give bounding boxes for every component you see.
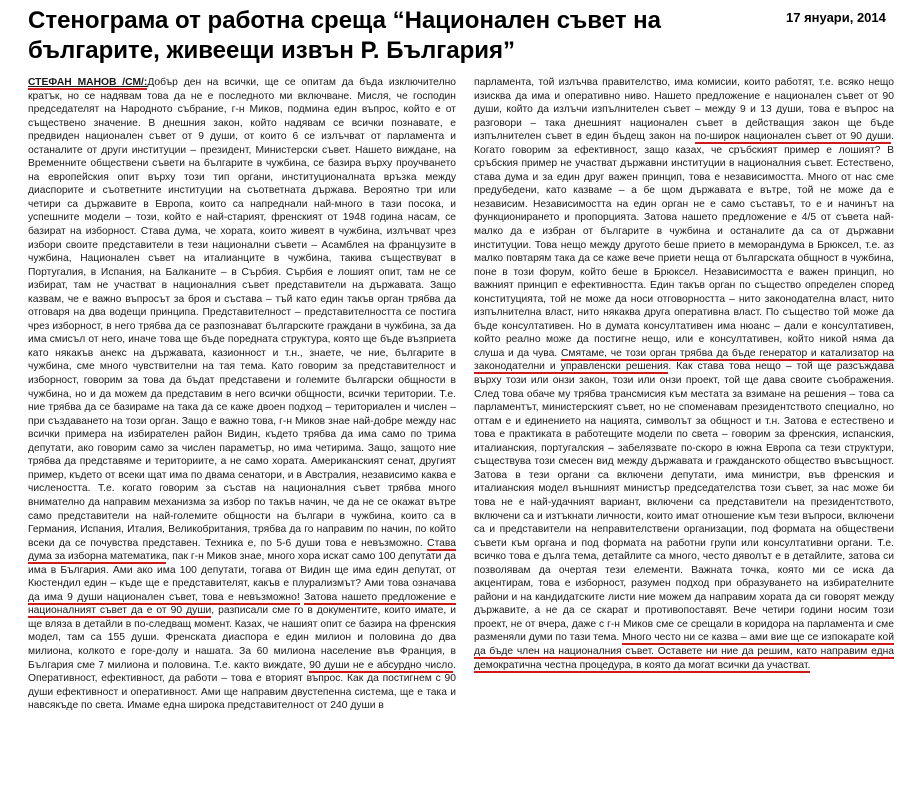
right-paragraph (474, 76, 894, 672)
text-segment: парламента, той излъчва правителство, има комисии, които работят, т.е. всяко нещо изисква да има и оперативно ниво. Нашето предложение е национален съвет от 90 души, който да излъчи изпълнителен съвет – между 9 и 13 души, това е въпрос на разговори – така днешният национален съвет в действащия закон ще бъде изпълнителен съвет в един бъдещ закон на (474, 77, 894, 143)
highlight-segment: Много често ни се казва – ами вие ще се изпокарате кой да бъде член на националния съвет. Оставете ни ние да решим, като направим една демократична честна процедура, в която да могат всички да участват. (474, 632, 894, 671)
highlight-segment: да има 9 души национален съвет, това е невъзможно! (28, 591, 300, 603)
text-segment: . Когато говорим за ефективност, защо казах, че сръбският пример е лошият? В сръбския пример не участват държавни институции в националния съвет. Естествено, става дума и за един друг важен принцип, това е независимостта. Много от нас сме предубедени, като казваме – а бе щом държавата е вътре, той не може да е независим. Независимостта на един орган не е само съставът, то е и начинът на функционирането и пропорцията. Затова нашето предложение е 4/5 от съвета най-малко да е избран от българите в чужбина и останалите да са от държавни институции. Това нещо между другото беше прието в меморандума в Брюксел, т.е. аз малко повтарям така да се каже вече приети неща от българската общност в чужбина, поне в този форум, който беше в Брюксел. Независимостта е важен принцип, но важният принцип е ефективността. Един такъв орган по същество определен според конституцията, той не може да носи отговорността – нито законодателна власт, нито изпълнителна власт, нито някаква друга оперативна власт. По същество той може да бъде консултативен. Но в думата консултативен има нюанс – дали е консултативен, който реално може да постигне нещо, или е консултативен, който никой няма да слуша и да чува. (474, 131, 894, 359)
text-segment: , пак г-н Миков знае, много хора искат само 100 депутати да има в България. Ами ако има 100 депутати, тогава от Видин ще има един депутат, от Кюстендил един – къде ще е представителят, какъв е плурализмът? Ами това означава (28, 551, 456, 590)
right-column (474, 76, 894, 672)
publication-date: 17 януари, 2014 (786, 10, 886, 25)
left-column (28, 76, 456, 713)
text-segment: . Как става това нещо – той ще разсъждава върху този или онзи закон, този или онзи проект, той ще дава своите съображения. След това обаче му трябва трансмисия към местата за взимане на решения – това са парламентът, министерският съвет, но не споменавам президентството специално, но оттам е и единението на нацията, символът за общност и т.н. Затова е естествено и това е практиката в работещите модели по света – говорим за френския, испанския, италианския, португалския – забелязвате по-скоро в южна Европа са тези структури, съществува този смесен вид между държавата и гражданското общество въвсъщност. Затова в тези органи са включени депутати, има министри, във френския и италианския модел външният министър председателства този съвет, за нас може би това не е най-удачният вариант, включени са представители на президентството, включени са и изтъкнати личности, които имат отношение към тези въпроси, включени са и представители на неправителствени организации, под формата на обществени съвети към органа и под формата на работни групи или консултативни органи. Т.е. всичко това е дълга тема, детайлите са много, често дяволът е в детайлите, затова си позволявам да очертая тези елементи. Важната точка, която ми се иска да акцентирам, това е изборност, разумен подход при образуването на избирателните райони и на кандидатските листи ние можем да направим хората да си говорят между държавите, а не да се скарат и противопоставят. Вече четири години носим този проект, не от вчера, даже с г-н Миков сме се срещали в коридора на парламента и сме разменяли думи по тази тема. (474, 361, 894, 644)
highlight-segment: 90 души не е абсурдно число (309, 659, 454, 671)
highlight-segment: Става дума за изборна математика (28, 537, 456, 563)
highlight-segment: Затова нашето предложение е националният съвет да е от 90 души (28, 591, 456, 617)
text-segment: , разписали сме го в документите, които имате, и ще вляза в детайли в по-следващ момент. Казах, че нашият опит се базира на френския модел, там са 155 души. Френската диаспора е един милион и половина до два милиона, колкото е горе-долу и нашата. За 60 милиона население във Франция, в България сме 7 милиона и половина. Т.е. както виждате, (28, 605, 456, 671)
left-paragraph (28, 76, 456, 713)
highlight-segment: Смятаме, че този орган трябва да бъде генератор и катализатор на законодателни и управленски решения (474, 347, 894, 373)
text-segment: . Оперативност, ефективност, да работи – това е вторият въпрос. Как да постигнем с 90 души ефективност и оперативност. Ами ще направим двустепенна система, ще е така и навсякъде по света. Имаме една широка представителност от 240 души в (28, 659, 456, 712)
speaker-name: СТЕФАН МАНОВ /СМ/: (28, 77, 148, 88)
page-title: Стенограма от работна среща “Национален съвет на българите, живеещи извън Р. България” (28, 7, 661, 64)
highlight-segment: по-широк национален съвет от 90 души (694, 131, 892, 143)
text-segment: Добър ден на всички, ще се опитам да бъда изключително кратък, но се надявам това да не е последното ми включване. Мисля, че господин председателят на Народното събрание, г-н Миков, подмина един въпрос, който е от съществено значение. В днешния закон, който надявам се всички познавате, е предвиден национален съвет от 9 души, от които 6 се излъчват от парламента и останалите от други институции – президент, Министерски съвет. Нашето виждане, на Временните обществени съвети на българите в чужбина, се базира върху проучването на европейския опит върху този тип органи, институционалната връзка между диаспорите и съответните институции на съответната държава. Вероятно три или четири са държавите в Европа, които са напреднали най-много в тази посока, и успешните модели – този, който е най-старият, френският от 1948 година насам, се базират на изборност. Става дума, че хората, които живеят в чужбина, излъчват чрез избори своите представители в тези национални съвети – Асамблея на французите в чужбина, Национален съвет на италианците в чужбина, такива съществуват в Португалия, в Испания, на Балканите – в Сърбия. Сърбия е лошият опит, там не се избират, там не участват в националния съвет представители на държавата. Защо казвам, че е важно въпросът за броя и състава – тъй като един такъв орган трябва да отговаря на два водещи принципа. Представителност – представителността се постига чрез изборност, в него трябва да се разпознават българските граждани в чужбина, за да има смисъл от него, иначе това ще бъде поредната структура, която ще бъде възприета като някакъв анекс на държавата, казионност и т.н., знаете, че ние, българите в чужбина, сме много чувствителни на тая тема. Като говорим за представителност и изборност, говорим за това да бъдат представени и големите български общности в чужбина, но и да можем да представим в него всички общности, всички територии. Т.е. ние трябва да се базираме на така да се каже двоен подход – териториален и числен – при създаването на този орган. Защо е важно това, г-н Миков знае най-добре между нас всички примера на избирателен район Видин, където трябва да има само по трима депутати, ако говорим само за числен параметър, но има четирима. Защо, защото ние трябва да представяме и териториите, а не само хората. Американският сенат, другият пример, където от всеки щат има по двама сенатори, и в Австралия, независимо каква е числеността. Т.е. когато говорим за състав на националния съвет трябва много внимателно да направим механизма за избор по такъв начин, че да не се окажат вътре само представители на най-големите общности на българи в чужбина, които са в Германия, Испания, Италия, Великобритания, трябва да го направим по начин, по който всеки да се почувства представен. Техника е, по 5-6 души това е невъзможно. (28, 77, 456, 549)
